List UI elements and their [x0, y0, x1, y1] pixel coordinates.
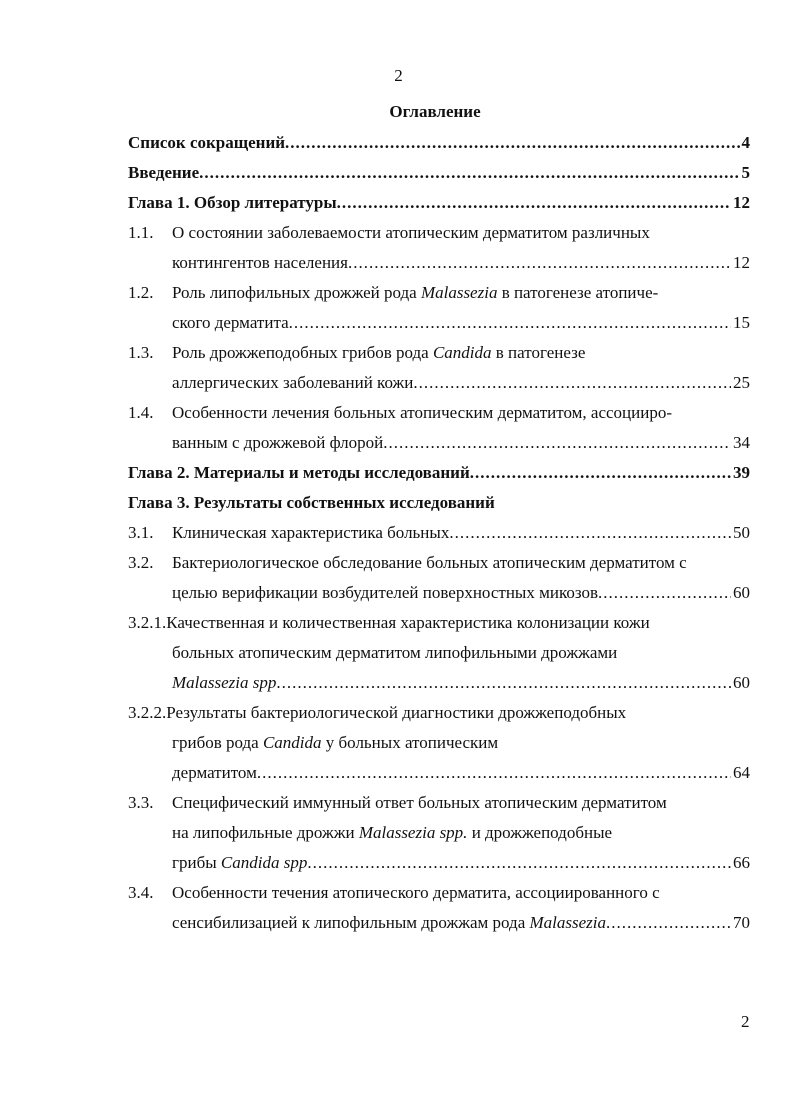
leader-dots — [337, 188, 731, 218]
leader-dots — [413, 368, 731, 398]
entry-page: 70 — [733, 913, 750, 932]
genus-name: Candida spp — [220, 853, 308, 872]
entry-text-cont: больных атопическим дерматитом липофильными дрожжами — [172, 643, 618, 662]
entry-page: 34 — [733, 433, 750, 452]
entry-text: в патогенезе атопиче- — [497, 283, 659, 302]
section-number: 1.2. — [128, 283, 154, 302]
entry-text: Глава 2. Материалы и методы исследований — [128, 463, 470, 482]
entry-page: 60 — [733, 673, 750, 692]
entry-page: 12 — [733, 193, 750, 212]
section-number: 3.3. — [128, 793, 154, 812]
entry-text: Качественная и количественная характеристика колонизации кожи — [166, 613, 650, 632]
leader-dots — [285, 128, 739, 158]
genus-name: Candida — [262, 733, 322, 752]
section-number: 3.1. — [128, 523, 154, 542]
entry-text: Особенности течения атопического дерматита, ассоциированного с — [172, 883, 660, 902]
leader-dots — [307, 848, 731, 878]
entry-text: О состоянии заболеваемости атопическим дерматитом различных — [172, 223, 650, 242]
page-number-bottom: 2 — [741, 1012, 750, 1031]
toc-entry-1-2[interactable] — [128, 278, 750, 338]
section-number: 3.2. — [128, 553, 154, 572]
entry-text: Список сокращений — [128, 133, 286, 152]
section-number: 1.4. — [128, 403, 154, 422]
section-number: 3.2.2. — [128, 703, 167, 722]
entry-text: Глава 3. Результаты собственных исследований — [128, 493, 495, 512]
toc-entry-chapter-1[interactable] — [128, 188, 750, 218]
toc-entry-chapter-3[interactable] — [128, 488, 750, 518]
leader-dots — [276, 668, 731, 698]
toc-entry-3-2-1[interactable] — [128, 608, 750, 698]
genus-name: Malassezia — [420, 283, 498, 302]
toc-entry-abbreviations[interactable] — [128, 128, 750, 158]
toc-entry-3-2[interactable] — [128, 548, 750, 608]
genus-name: Malassezia spp — [172, 673, 277, 692]
entry-page: 60 — [733, 583, 750, 602]
entry-text-cont — [172, 908, 606, 938]
section-number: 3.2.1. — [128, 613, 167, 632]
entry-page: 4 — [741, 133, 750, 152]
leader-dots — [606, 908, 731, 938]
entry-text-cont: ского дерматита — [172, 313, 289, 332]
toc-entry-1-3[interactable] — [128, 338, 750, 398]
entry-page: 64 — [733, 763, 750, 782]
toc-entry-chapter-2[interactable] — [128, 458, 750, 488]
leader-dots — [257, 758, 731, 788]
entry-text: Клиническая характеристика больных — [172, 523, 450, 542]
toc-entry-1-4[interactable] — [128, 398, 750, 458]
toc-entry-3-3[interactable] — [128, 788, 750, 878]
leader-dots — [470, 458, 731, 488]
leader-dots — [289, 308, 731, 338]
entry-text-cont: у больных атопическим — [321, 733, 499, 752]
entry-text: Роль липофильных дрожжей рода — [172, 283, 421, 302]
entry-text: Особенности лечения больных атопическим дерматитом, ассоцииро- — [172, 403, 673, 422]
toc-entry-3-2-2[interactable] — [128, 698, 750, 788]
toc-entry-1-1[interactable] — [128, 218, 750, 278]
entry-text: Глава 1. Обзор литературы — [128, 193, 337, 212]
entry-text-cont: аллергических заболеваний кожи — [172, 373, 414, 392]
entry-text-cont: ванным с дрожжевой флорой — [172, 433, 384, 452]
entry-text-cont: грибов рода — [172, 733, 263, 752]
entry-text: Специфический иммунный ответ больных атопическим дерматитом — [172, 793, 667, 812]
section-number: 3.4. — [128, 883, 154, 902]
toc-entry-3-4[interactable] — [128, 878, 750, 938]
entry-page: 66 — [733, 853, 750, 872]
toc-entry-introduction[interactable] — [128, 158, 750, 188]
toc-title: Оглавление — [389, 102, 481, 121]
leader-dots — [598, 578, 731, 608]
entry-page: 15 — [733, 313, 750, 332]
toc-entry-3-1[interactable] — [128, 518, 750, 548]
entry-text: в патогенезе — [491, 343, 586, 362]
entry-page: 12 — [733, 253, 750, 272]
table-of-contents — [128, 128, 750, 938]
entry-text: Бактериологическое обследование больных атопическим дерматитом с — [172, 553, 687, 572]
entry-text-prefix: сенсибилизацией к липофильным дрожжам рода — [172, 913, 530, 932]
genus-name: Malassezia spp. — [358, 823, 468, 842]
genus-name: Candida — [432, 343, 492, 362]
entry-text: Роль дрожжеподобных грибов рода — [172, 343, 433, 362]
entry-page: 50 — [733, 523, 750, 542]
page-number-top: 2 — [394, 66, 403, 85]
entry-page: 25 — [733, 373, 750, 392]
genus-name: Malassezia — [529, 913, 607, 932]
entry-text-cont: контингентов населения — [172, 253, 348, 272]
entry-text-cont: и дрожжеподобные — [467, 823, 613, 842]
section-number: 1.3. — [128, 343, 154, 362]
entry-text-cont: на липофильные дрожжи — [172, 823, 359, 842]
leader-dots — [348, 248, 731, 278]
section-number: 1.1. — [128, 223, 154, 242]
entry-text-cont: целью верификации возбудителей поверхностных микозов — [172, 583, 598, 602]
leader-dots — [383, 428, 731, 458]
entry-text: Результаты бактериологической диагностики дрожжеподобных — [166, 703, 627, 722]
entry-text-cont: дерматитом — [172, 763, 257, 782]
entry-page: 5 — [741, 163, 750, 182]
entry-text: Введение — [128, 163, 200, 182]
leader-dots — [199, 158, 739, 188]
entry-page: 39 — [733, 463, 750, 482]
leader-dots — [449, 518, 731, 548]
entry-text-cont — [172, 848, 307, 878]
entry-text-prefix: грибы — [172, 853, 221, 872]
